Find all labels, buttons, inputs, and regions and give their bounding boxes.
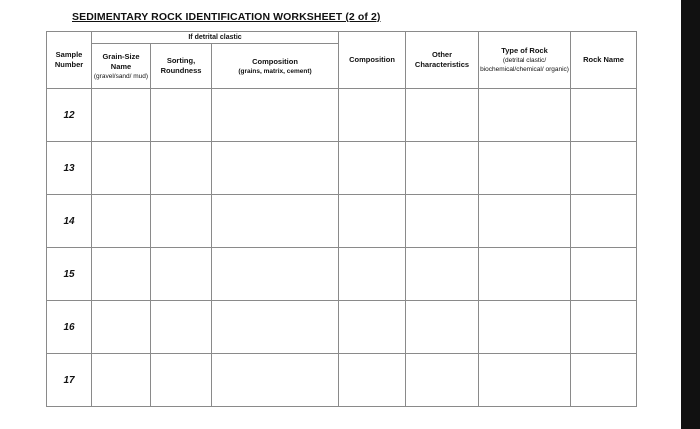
grain-size-cell[interactable] [92,142,151,195]
header-detrital-composition [212,44,339,89]
grain-size-cell[interactable] [92,248,151,301]
header-rock-name: Rock Name [571,32,637,89]
screen-edge-strip [681,0,700,429]
rock-name-cell[interactable] [571,142,637,195]
grain-size-cell[interactable] [92,354,151,407]
worksheet-title: SEDIMENTARY ROCK IDENTIFICATION WORKSHEET (2 of 2) [72,11,381,23]
grain-size-cell[interactable] [92,195,151,248]
other-characteristics-cell[interactable] [406,301,479,354]
other-characteristics-cell[interactable] [406,195,479,248]
rock-name-cell[interactable] [571,89,637,142]
detrital-composition-cell[interactable] [212,354,339,407]
table-row [47,248,637,301]
type-of-rock-cell[interactable] [479,301,571,354]
sample-number: 12 [47,89,92,142]
header-detrital-composition-label: Composition [252,56,298,66]
header-other-characteristics: Other Characteristics [406,32,479,89]
detrital-composition-cell[interactable] [212,248,339,301]
sample-number: 15 [47,248,92,301]
other-characteristics-cell[interactable] [406,89,479,142]
other-characteristics-cell[interactable] [406,142,479,195]
rock-name-cell[interactable] [571,195,637,248]
type-of-rock-cell[interactable] [479,89,571,142]
header-grain-size-note: (gravel/sand/ mud) [93,72,149,80]
composition-cell[interactable] [339,89,406,142]
type-of-rock-cell[interactable] [479,354,571,407]
type-of-rock-cell[interactable] [479,142,571,195]
composition-cell[interactable] [339,195,406,248]
table-row [47,301,637,354]
identification-table [46,31,637,407]
detrital-composition-cell[interactable] [212,195,339,248]
rock-name-cell[interactable] [571,354,637,407]
sample-number: 16 [47,301,92,354]
header-detrital-banner: If detrital clastic [92,32,339,44]
header-grain-size [92,44,151,89]
rock-name-cell[interactable] [571,301,637,354]
header-sorting-roundness: Sorting, Roundness [151,44,212,89]
sorting-cell[interactable] [151,248,212,301]
composition-cell[interactable] [339,248,406,301]
detrital-composition-cell[interactable] [212,142,339,195]
composition-cell[interactable] [339,301,406,354]
sample-number: 13 [47,142,92,195]
grain-size-cell[interactable] [92,89,151,142]
sample-number: 17 [47,354,92,407]
type-of-rock-cell[interactable] [479,248,571,301]
table-row [47,89,637,142]
header-composition: Composition [339,32,406,89]
sorting-cell[interactable] [151,89,212,142]
table-row [47,195,637,248]
table-row [47,354,637,407]
header-sample-number: Sample Number [47,32,92,89]
sorting-cell[interactable] [151,142,212,195]
composition-cell[interactable] [339,354,406,407]
detrital-composition-cell[interactable] [212,301,339,354]
detrital-composition-cell[interactable] [212,89,339,142]
sample-number: 14 [47,195,92,248]
sorting-cell[interactable] [151,354,212,407]
composition-cell[interactable] [339,142,406,195]
table-row [47,142,637,195]
sorting-cell[interactable] [151,301,212,354]
rock-name-cell[interactable] [571,248,637,301]
header-type-note: (detrital clastic/ biochemical/chemical/ organic) [480,57,569,73]
type-of-rock-cell[interactable] [479,195,571,248]
sorting-cell[interactable] [151,195,212,248]
other-characteristics-cell[interactable] [406,248,479,301]
header-type-label: Type of Rock [501,46,548,55]
header-type-of-rock [479,32,571,89]
header-grain-size-label: Grain-Size Name [102,51,140,71]
other-characteristics-cell[interactable] [406,354,479,407]
header-detrital-composition-note: (grains, matrix, cement) [238,67,312,75]
grain-size-cell[interactable] [92,301,151,354]
